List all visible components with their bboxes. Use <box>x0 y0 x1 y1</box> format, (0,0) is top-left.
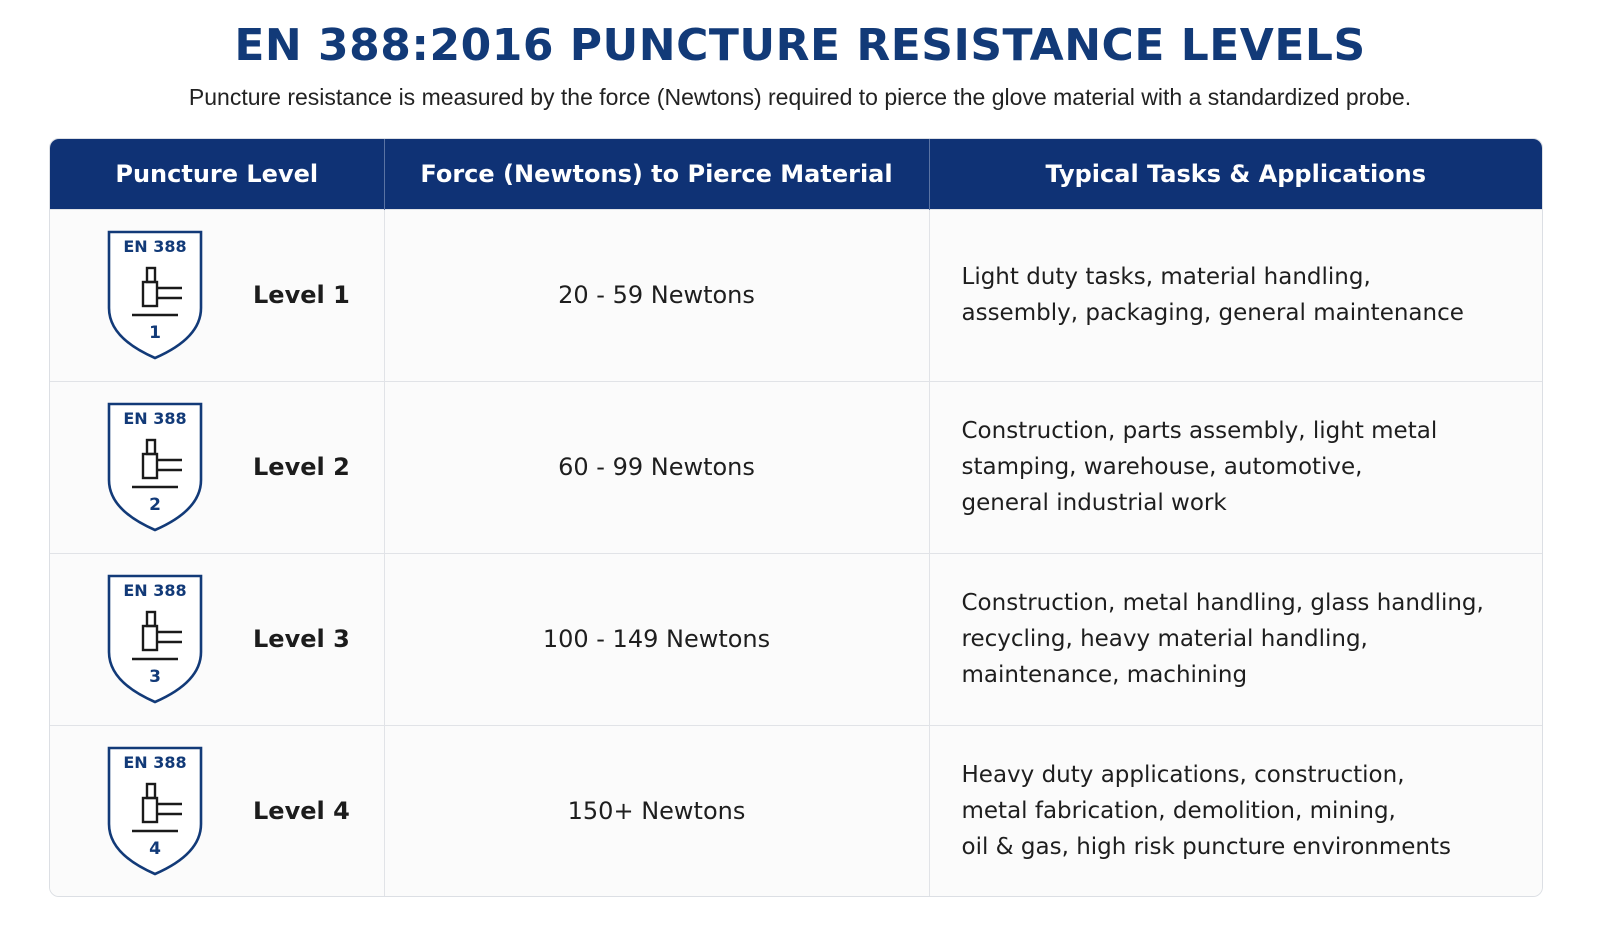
tasks-text <box>962 413 1523 521</box>
tasks-line: maintenance, machining <box>961 662 1248 688</box>
header-force: Force (Newtons) to Pierce Material <box>384 139 929 209</box>
table-row <box>50 209 1542 381</box>
tasks-cell <box>929 381 1542 553</box>
table-body <box>50 209 1542 896</box>
table-row <box>50 725 1542 896</box>
header-puncture-level: Puncture Level <box>50 139 384 209</box>
tasks-line: Construction, parts assembly, light metal <box>961 418 1438 444</box>
badge-standard-label: EN 388 <box>123 237 187 256</box>
table-row <box>50 553 1542 725</box>
tasks-line: metal fabrication, demolition, mining, <box>961 797 1396 824</box>
level-cell <box>50 725 384 896</box>
force-value: 150+ Newtons <box>384 725 929 896</box>
table-row <box>50 381 1542 553</box>
tasks-line: recycling, heavy material handling, <box>961 626 1368 652</box>
level-label: Level 4 <box>253 796 350 825</box>
tasks-line: Construction, metal handling, glass handling, <box>961 590 1484 616</box>
level-cell <box>50 381 384 553</box>
page-title: EN 388:2016 PUNCTURE RESISTANCE LEVELS <box>234 20 1366 71</box>
header-tasks: Typical Tasks & Applications <box>1045 159 1427 188</box>
level-cell <box>50 553 384 725</box>
en388-shield-icon <box>104 572 206 706</box>
level-label: Level 3 <box>253 625 350 653</box>
tasks-text <box>962 757 1523 865</box>
force-value: 20 - 59 Newtons <box>384 209 929 381</box>
tasks-line: oil & gas, high risk puncture environments <box>961 833 1451 860</box>
badge-standard-label: EN 388 <box>123 581 187 600</box>
tasks-text <box>962 259 1523 331</box>
tasks-cell <box>929 209 1542 381</box>
tasks-line: Heavy duty applications, construction, <box>961 761 1405 788</box>
badge-level-number: 2 <box>149 495 161 515</box>
page-subtitle: Puncture resistance is measured by the force (Newtons) required to pierce the glove material with a standardized probe. <box>188 84 1412 110</box>
force-value: 100 - 149 Newtons <box>384 553 929 725</box>
table-header-row <box>50 139 1542 209</box>
level-cell <box>50 209 384 381</box>
badge-standard-label: EN 388 <box>123 752 187 772</box>
badge-level-number: 4 <box>149 838 161 859</box>
tasks-cell <box>929 553 1542 725</box>
tasks-line: stamping, warehouse, automotive, <box>961 454 1363 480</box>
badge-level-number: 1 <box>149 323 161 343</box>
en388-shield-icon <box>104 228 206 362</box>
tasks-text <box>962 585 1523 693</box>
en388-shield-icon <box>104 744 206 878</box>
tasks-line: general industrial work <box>961 490 1227 516</box>
level-label: Level 1 <box>253 281 350 309</box>
badge-standard-label: EN 388 <box>123 409 187 428</box>
en388-shield-icon <box>104 400 206 534</box>
force-value: 60 - 99 Newtons <box>384 381 929 553</box>
puncture-levels-table <box>49 138 1543 897</box>
tasks-line: Light duty tasks, material handling, <box>961 264 1371 290</box>
level-label: Level 2 <box>253 453 350 481</box>
tasks-line: assembly, packaging, general maintenance <box>961 300 1464 326</box>
badge-level-number: 3 <box>149 667 161 687</box>
tasks-cell <box>929 725 1542 896</box>
